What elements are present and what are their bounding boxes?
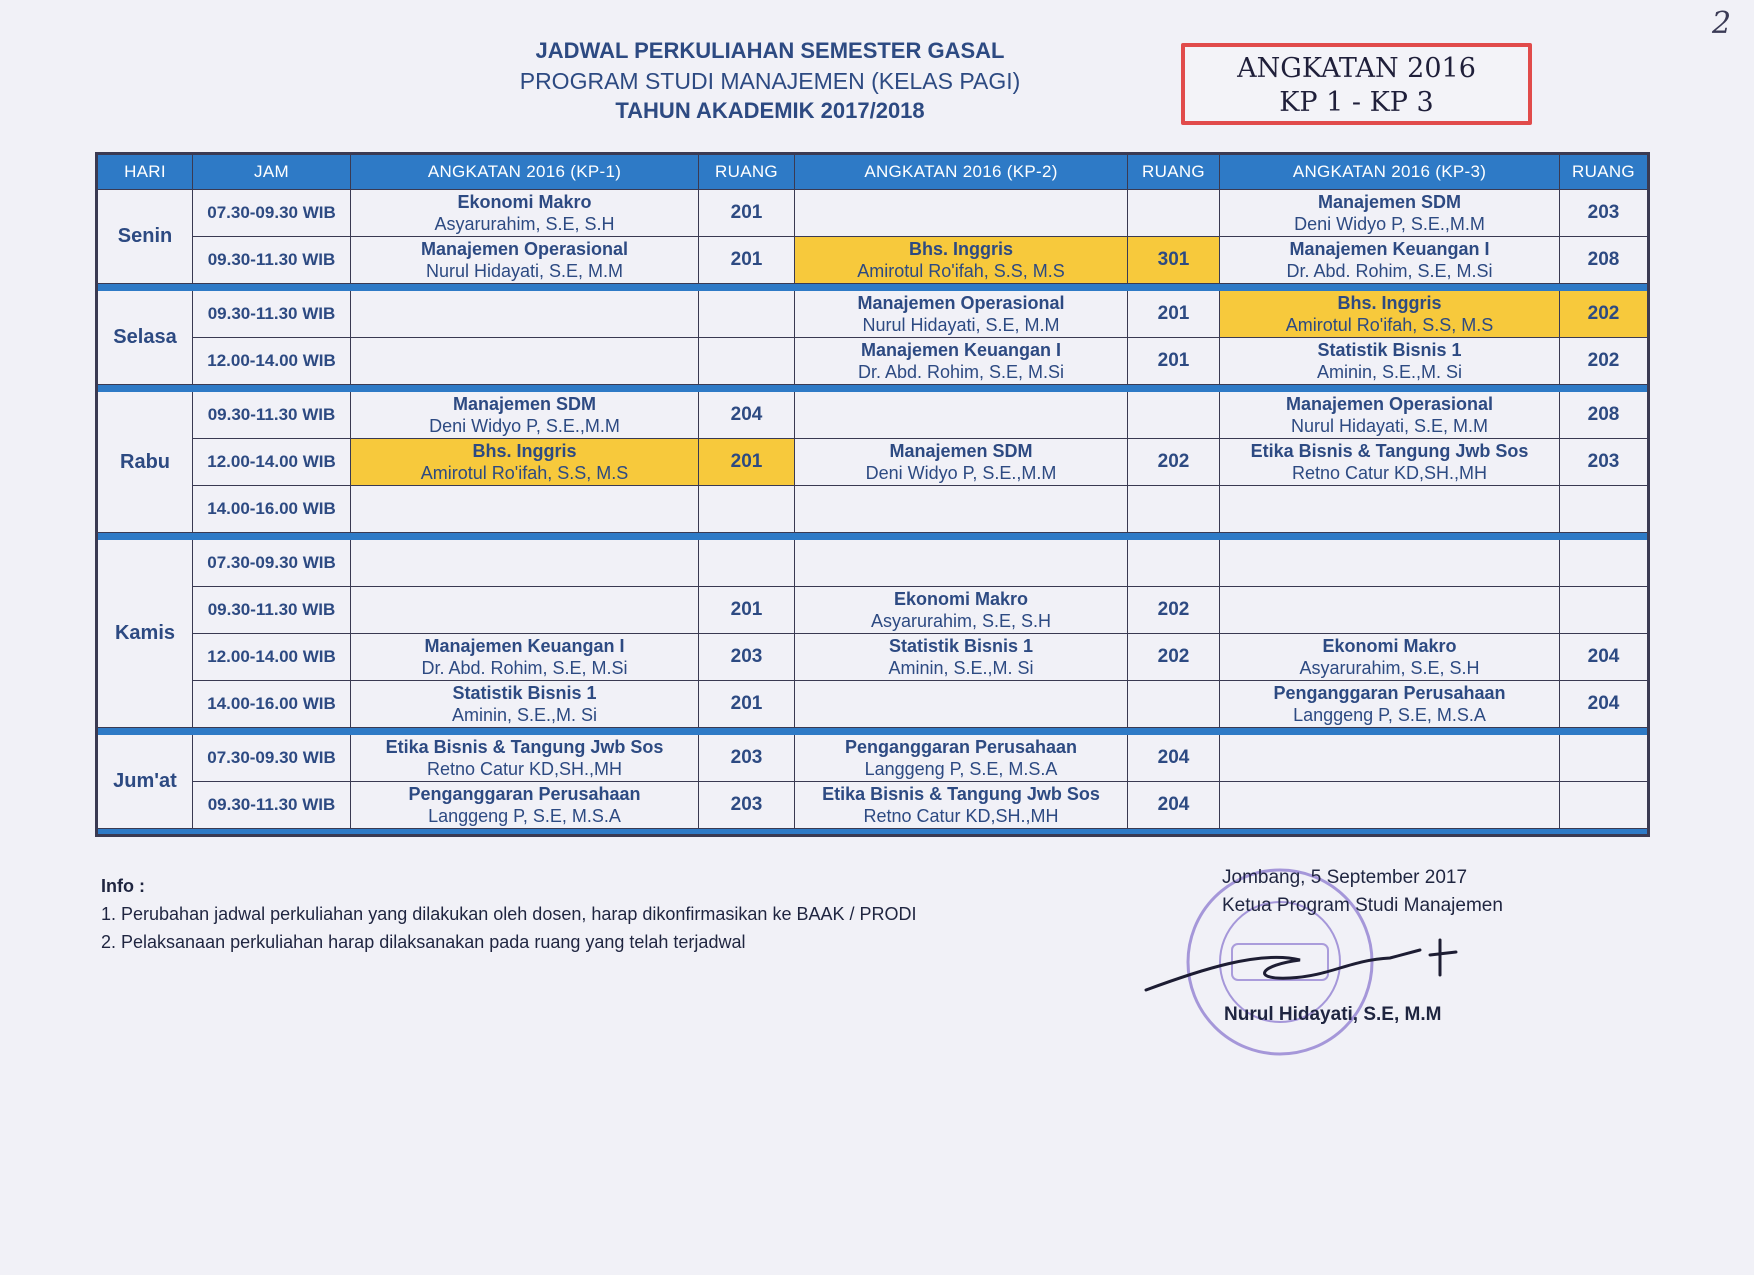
day-separator [97, 829, 1649, 836]
course-cell-kp2 [795, 782, 1128, 829]
lecturer-name: Langgeng P, S.E, M.S.A [1293, 705, 1486, 725]
day-separator [97, 533, 1649, 540]
lecturer-name: Asyarurahim, S.E, S.H [434, 214, 615, 234]
course-cell-kp1 [351, 486, 699, 533]
course-name: Bhs. Inggris [908, 239, 1013, 259]
day-cell: Selasa [97, 291, 193, 385]
course-cell-kp2 [795, 634, 1128, 681]
table-row [97, 237, 1649, 284]
course-name: Penganggaran Perusahaan [408, 784, 641, 804]
course-cell-kp1 [351, 782, 699, 829]
room-cell-kp2: 202 [1128, 587, 1220, 634]
table-row [97, 439, 1649, 486]
page-number-mark: 2 [1712, 6, 1732, 41]
lecturer-name: Aminin, S.E.,M. Si [451, 705, 598, 725]
column-header: ANGKATAN 2016 (KP-1) [351, 154, 699, 190]
course-cell-kp1 [351, 681, 699, 728]
course-name: Manajemen Keuangan I [424, 636, 625, 656]
course-cell-kp2 [795, 338, 1128, 385]
day-separator [97, 728, 1649, 735]
info-section [101, 872, 916, 956]
column-header: RUANG [699, 154, 795, 190]
day-cell: Jum'at [97, 735, 193, 829]
table-row [97, 782, 1649, 829]
course-cell-kp3 [1220, 486, 1560, 533]
lecturer-name: Amirotul Ro'ifah, S.S, M.S [420, 463, 629, 483]
course-cell-kp2 [795, 486, 1128, 533]
course-name: Manajemen SDM [1317, 192, 1462, 212]
lecturer-name: Retno Catur KD,SH.,MH [1291, 463, 1488, 483]
document-title [420, 36, 1120, 126]
room-cell-kp1 [699, 540, 795, 587]
info-note: 2. Pelaksanaan perkuliahan harap dilaksanakan pada ruang yang telah terjadwal [101, 932, 746, 952]
time-cell: 09.30-11.30 WIB [193, 782, 351, 829]
lecturer-name: Dr. Abd. Rohim, S.E, M.Si [857, 362, 1065, 382]
handwritten-signature [1140, 920, 1500, 1010]
room-cell-kp1: 201 [699, 587, 795, 634]
course-cell-kp1 [351, 190, 699, 237]
course-cell-kp2 [795, 681, 1128, 728]
column-header: RUANG [1128, 154, 1220, 190]
time-cell: 14.00-16.00 WIB [193, 486, 351, 533]
room-cell-kp3 [1560, 782, 1649, 829]
room-cell-kp3: 204 [1560, 681, 1649, 728]
course-cell-kp2 [795, 291, 1128, 338]
lecturer-name: Retno Catur KD,SH.,MH [426, 759, 623, 779]
lecturer-name: Amirotul Ro'ifah, S.S, M.S [1285, 315, 1494, 335]
room-cell-kp2 [1128, 540, 1220, 587]
room-cell-kp2: 301 [1128, 237, 1220, 284]
table-row [97, 735, 1649, 782]
room-cell-kp3 [1560, 540, 1649, 587]
room-cell-kp3: 203 [1560, 190, 1649, 237]
room-cell-kp2: 202 [1128, 439, 1220, 486]
day-cell: Kamis [97, 540, 193, 728]
day-separator [97, 284, 1649, 291]
time-cell: 12.00-14.00 WIB [193, 439, 351, 486]
column-header: RUANG [1560, 154, 1649, 190]
header-row [97, 154, 1649, 190]
room-cell-kp3: 208 [1560, 237, 1649, 284]
separator-bar [97, 728, 1649, 735]
title-line-3: TAHUN AKADEMIK 2017/2018 [615, 98, 925, 123]
time-cell: 07.30-09.30 WIB [193, 735, 351, 782]
course-name: Statistik Bisnis 1 [452, 683, 597, 703]
time-cell: 09.30-11.30 WIB [193, 392, 351, 439]
room-cell-kp2 [1128, 392, 1220, 439]
course-cell-kp3 [1220, 338, 1560, 385]
day-separator [97, 385, 1649, 392]
info-note: 1. Perubahan jadwal perkuliahan yang dilakukan oleh dosen, harap dikonfirmasikan ke BAAK / PRODI [101, 904, 917, 924]
room-cell-kp3: 203 [1560, 439, 1649, 486]
course-cell-kp2 [795, 540, 1128, 587]
lecturer-name: Nurul Hidayati, S.E, M.M [1290, 416, 1489, 436]
separator-bar [97, 284, 1649, 291]
room-cell-kp3: 202 [1560, 338, 1649, 385]
course-cell-kp3 [1220, 782, 1560, 829]
room-cell-kp1: 204 [699, 392, 795, 439]
course-cell-kp2 [795, 735, 1128, 782]
table-row [97, 486, 1649, 533]
room-cell-kp3 [1560, 735, 1649, 782]
course-cell-kp1 [351, 392, 699, 439]
course-cell-kp3 [1220, 735, 1560, 782]
course-cell-kp1 [351, 735, 699, 782]
room-cell-kp3: 208 [1560, 392, 1649, 439]
time-cell: 12.00-14.00 WIB [193, 338, 351, 385]
lecturer-name: Asyarurahim, S.E, S.H [1299, 658, 1480, 678]
course-name: Statistik Bisnis 1 [888, 636, 1034, 656]
course-name: Bhs. Inggris [1337, 293, 1442, 313]
room-cell-kp1: 201 [699, 237, 795, 284]
room-cell-kp2 [1128, 486, 1220, 533]
course-cell-kp1 [351, 540, 699, 587]
table-row [97, 291, 1649, 338]
room-cell-kp1: 203 [699, 782, 795, 829]
place-date: Jombang, 5 September 2017 [1222, 867, 1468, 888]
time-cell: 07.30-09.30 WIB [193, 540, 351, 587]
lecturer-name: Nurul Hidayati, S.E, M.M [862, 315, 1060, 335]
course-cell-kp2 [795, 237, 1128, 284]
course-cell-kp1 [351, 237, 699, 284]
signer-position: Ketua Program Studi Manajemen [1222, 895, 1503, 916]
course-cell-kp3 [1220, 392, 1560, 439]
lecturer-name: Dr. Abd. Rohim, S.E, M.Si [421, 658, 628, 678]
lecturer-name: Nurul Hidayati, S.E, M.M [425, 261, 624, 281]
course-name: Manajemen Operasional [420, 239, 629, 259]
lecturer-name: Langgeng P, S.E, M.S.A [428, 806, 621, 826]
table-row [97, 634, 1649, 681]
column-header: ANGKATAN 2016 (KP-3) [1220, 154, 1560, 190]
batch-box [1181, 43, 1532, 125]
room-cell-kp1: 201 [699, 439, 795, 486]
room-cell-kp3 [1560, 486, 1649, 533]
course-name: Penganggaran Perusahaan [844, 737, 1078, 757]
room-cell-kp1: 203 [699, 735, 795, 782]
course-cell-kp3 [1220, 190, 1560, 237]
room-cell-kp2 [1128, 190, 1220, 237]
table-row [97, 190, 1649, 237]
lecturer-name: Langgeng P, S.E, M.S.A [864, 759, 1058, 779]
course-name: Manajemen Operasional [857, 293, 1065, 313]
course-cell-kp2 [795, 439, 1128, 486]
lecturer-name: Deni Widyo P, S.E.,M.M [1294, 214, 1485, 234]
lecturer-name: Asyarurahim, S.E, S.H [870, 611, 1052, 631]
room-cell-kp3: 202 [1560, 291, 1649, 338]
room-cell-kp1 [699, 486, 795, 533]
room-cell-kp2: 202 [1128, 634, 1220, 681]
room-cell-kp3: 204 [1560, 634, 1649, 681]
time-cell: 09.30-11.30 WIB [193, 587, 351, 634]
course-name: Ekonomi Makro [457, 192, 592, 212]
lecturer-name: Aminin, S.E.,M. Si [1316, 362, 1463, 382]
room-cell-kp2: 204 [1128, 735, 1220, 782]
course-name: Manajemen Operasional [1285, 394, 1494, 414]
time-cell: 12.00-14.00 WIB [193, 634, 351, 681]
room-cell-kp1: 201 [699, 190, 795, 237]
course-name: Etika Bisnis & Tangung Jwb Sos [822, 784, 1100, 804]
separator-bar [97, 385, 1649, 392]
course-cell-kp3 [1220, 291, 1560, 338]
table-row [97, 540, 1649, 587]
signature-block [1222, 864, 1503, 920]
table-row [97, 681, 1649, 728]
room-cell-kp1 [699, 291, 795, 338]
room-cell-kp3 [1560, 587, 1649, 634]
course-name: Penganggaran Perusahaan [1273, 683, 1506, 703]
course-cell-kp3 [1220, 634, 1560, 681]
day-cell: Senin [97, 190, 193, 284]
course-cell-kp1 [351, 587, 699, 634]
lecturer-name: Retno Catur KD,SH.,MH [863, 806, 1059, 826]
course-name: Manajemen Keuangan I [1289, 239, 1490, 259]
table-row [97, 392, 1649, 439]
course-name: Etika Bisnis & Tangung Jwb Sos [385, 737, 664, 757]
time-cell: 09.30-11.30 WIB [193, 237, 351, 284]
column-header: ANGKATAN 2016 (KP-2) [795, 154, 1128, 190]
lecturer-name: Amirotul Ro'ifah, S.S, M.S [857, 261, 1065, 281]
course-cell-kp2 [795, 392, 1128, 439]
course-cell-kp1 [351, 634, 699, 681]
course-name: Manajemen Keuangan I [860, 340, 1062, 360]
column-header: HARI [97, 154, 193, 190]
lecturer-name: Deni Widyo P, S.E.,M.M [429, 416, 620, 436]
room-cell-kp2: 201 [1128, 291, 1220, 338]
room-cell-kp1: 203 [699, 634, 795, 681]
room-cell-kp2: 201 [1128, 338, 1220, 385]
course-name: Etika Bisnis & Tangung Jwb Sos [1250, 441, 1529, 461]
column-header: JAM [193, 154, 351, 190]
signer-name: Nurul Hidayati, S.E, M.M [1224, 1004, 1442, 1025]
course-name: Manajemen SDM [452, 394, 597, 414]
schedule-table [95, 152, 1650, 837]
lecturer-name: Aminin, S.E.,M. Si [888, 658, 1034, 678]
table-row [97, 338, 1649, 385]
course-cell-kp3 [1220, 237, 1560, 284]
room-cell-kp1 [699, 338, 795, 385]
course-name: Ekonomi Makro [1322, 636, 1457, 656]
room-cell-kp2: 204 [1128, 782, 1220, 829]
course-cell-kp2 [795, 587, 1128, 634]
course-cell-kp3 [1220, 681, 1560, 728]
course-cell-kp3 [1220, 587, 1560, 634]
separator-bar [97, 533, 1649, 540]
room-cell-kp1: 201 [699, 681, 795, 728]
course-cell-kp3 [1220, 439, 1560, 486]
time-cell: 09.30-11.30 WIB [193, 291, 351, 338]
course-cell-kp1 [351, 439, 699, 486]
time-cell: 07.30-09.30 WIB [193, 190, 351, 237]
course-cell-kp2 [795, 190, 1128, 237]
lecturer-name: Deni Widyo P, S.E.,M.M [865, 463, 1057, 483]
batch-box-line-2: KP 1 - KP 3 [1279, 87, 1434, 118]
day-cell: Rabu [97, 392, 193, 533]
title-line-2: PROGRAM STUDI MANAJEMEN (KELAS PAGI) [519, 68, 1021, 94]
course-name: Bhs. Inggris [472, 441, 577, 461]
title-line-1: JADWAL PERKULIAHAN SEMESTER GASAL [535, 38, 1005, 63]
course-name: Ekonomi Makro [893, 589, 1029, 609]
info-heading: Info : [101, 876, 145, 896]
lecturer-name: Dr. Abd. Rohim, S.E, M.Si [1286, 261, 1493, 281]
course-cell-kp1 [351, 338, 699, 385]
course-cell-kp3 [1220, 540, 1560, 587]
course-cell-kp1 [351, 291, 699, 338]
batch-box-line-1: ANGKATAN 2016 [1237, 53, 1476, 84]
room-cell-kp2 [1128, 681, 1220, 728]
course-name: Statistik Bisnis 1 [1317, 340, 1462, 360]
time-cell: 14.00-16.00 WIB [193, 681, 351, 728]
table-row [97, 587, 1649, 634]
schedule-body [97, 190, 1649, 836]
separator-bar [97, 829, 1649, 836]
course-name: Manajemen SDM [889, 441, 1033, 461]
